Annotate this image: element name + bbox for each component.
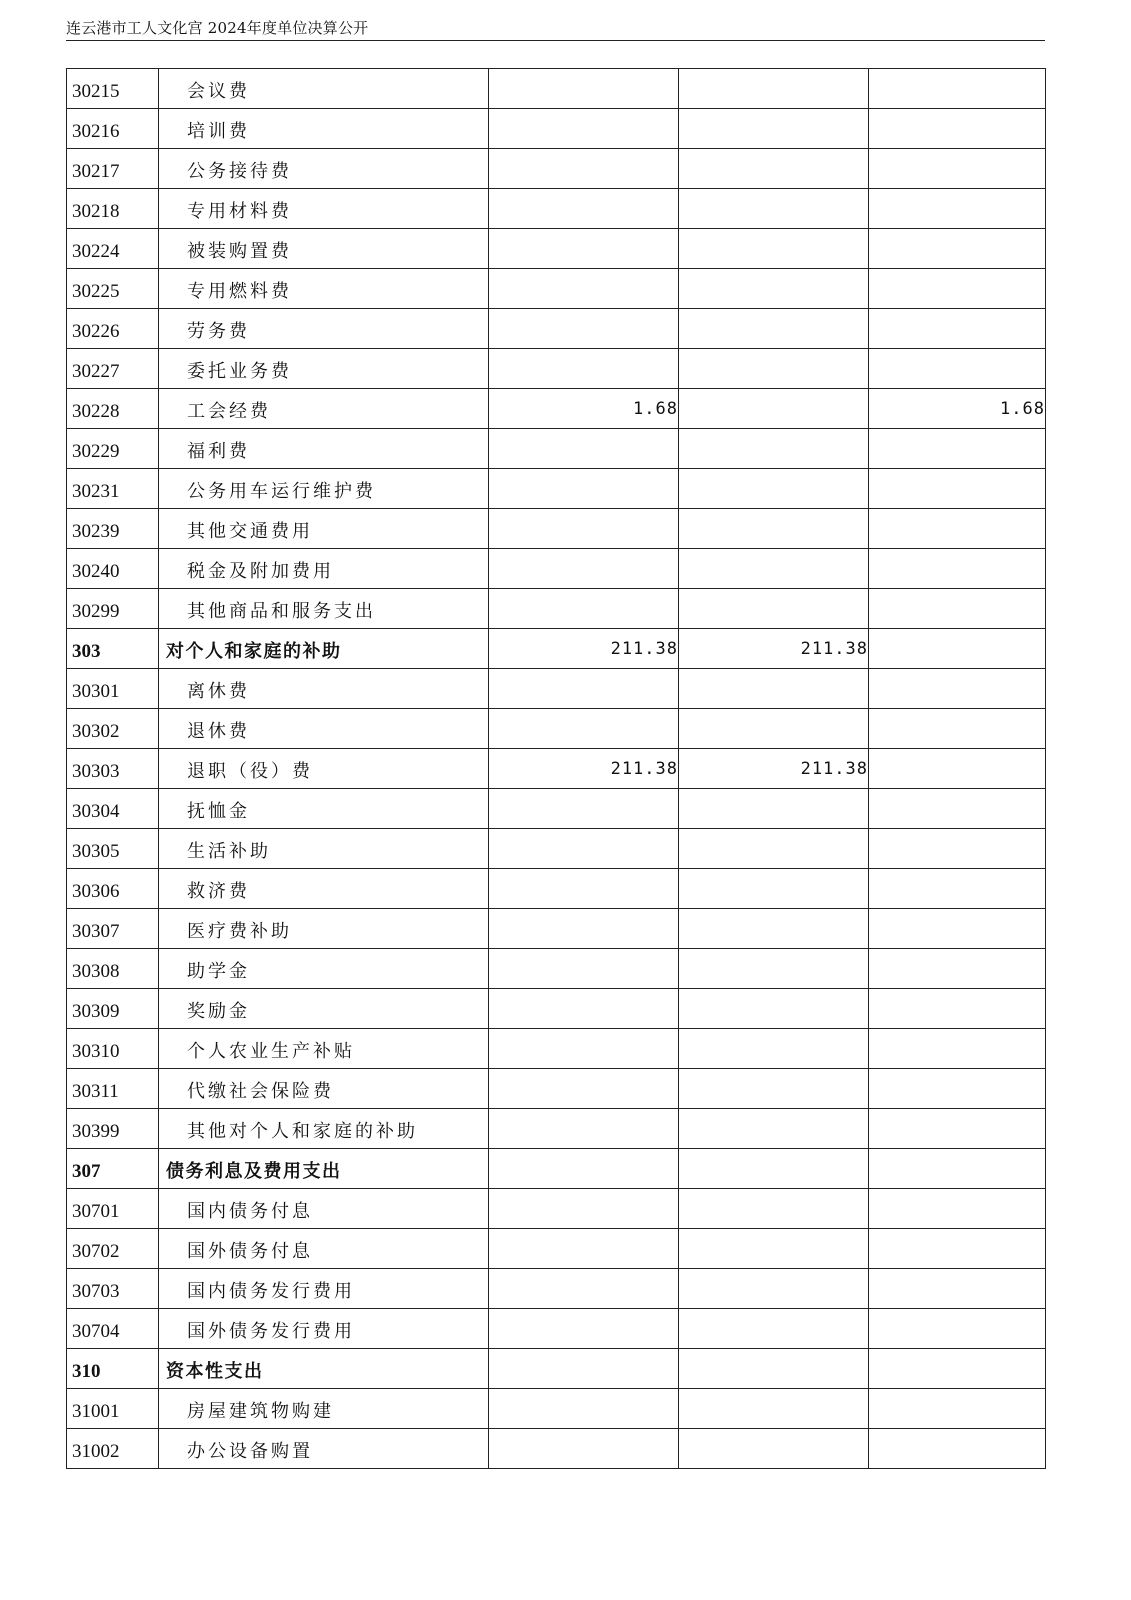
item-code-cell: 30224 <box>67 229 159 269</box>
project-expenditure-cell <box>869 709 1046 749</box>
item-name-cell: 助学金 <box>159 949 489 989</box>
project-expenditure-cell <box>869 109 1046 149</box>
item-code-cell: 307 <box>67 1149 159 1189</box>
total-value-cell <box>489 1069 679 1109</box>
item-name-cell: 退休费 <box>159 709 489 749</box>
item-code-cell: 30228 <box>67 389 159 429</box>
total-value-cell <box>489 1269 679 1309</box>
basic-expenditure-cell <box>679 829 869 869</box>
table-row <box>67 1189 1046 1229</box>
item-name-cell: 房屋建筑物购建 <box>159 1389 489 1429</box>
table-row <box>67 1389 1046 1429</box>
total-value-cell <box>489 109 679 149</box>
item-name-cell: 其他交通费用 <box>159 509 489 549</box>
project-expenditure-cell <box>869 1109 1046 1149</box>
item-name-cell: 税金及附加费用 <box>159 549 489 589</box>
project-expenditure-cell <box>869 469 1046 509</box>
item-code-cell: 30302 <box>67 709 159 749</box>
table-row <box>67 1309 1046 1349</box>
item-name-cell: 代缴社会保险费 <box>159 1069 489 1109</box>
project-expenditure-cell <box>869 1309 1046 1349</box>
basic-expenditure-cell <box>679 1029 869 1069</box>
table-row <box>67 549 1046 589</box>
project-expenditure-cell <box>869 869 1046 909</box>
item-code-cell: 303 <box>67 629 159 669</box>
total-value-cell <box>489 509 679 549</box>
table-row <box>67 989 1046 1029</box>
total-value-cell: 211.38 <box>489 629 679 669</box>
item-code-cell: 30307 <box>67 909 159 949</box>
basic-expenditure-cell <box>679 1389 869 1429</box>
project-expenditure-cell <box>869 549 1046 589</box>
basic-expenditure-cell <box>679 389 869 429</box>
item-name-cell: 专用燃料费 <box>159 269 489 309</box>
total-value-cell <box>489 909 679 949</box>
item-code-cell: 31002 <box>67 1429 159 1469</box>
total-value-cell <box>489 429 679 469</box>
project-expenditure-cell <box>869 1389 1046 1429</box>
item-code-cell: 30301 <box>67 669 159 709</box>
table-row <box>67 109 1046 149</box>
table-row <box>67 1069 1046 1109</box>
table-row <box>67 869 1046 909</box>
project-expenditure-cell <box>869 269 1046 309</box>
table-row <box>67 389 1046 429</box>
item-name-cell: 工会经费 <box>159 389 489 429</box>
basic-expenditure-cell <box>679 1229 869 1269</box>
item-code-cell: 30226 <box>67 309 159 349</box>
document-title: 连云港市工人文化宫 2024年度单位决算公开 <box>66 19 369 37</box>
item-name-cell: 医疗费补助 <box>159 909 489 949</box>
item-name-cell: 办公设备购置 <box>159 1429 489 1469</box>
project-expenditure-cell <box>869 589 1046 629</box>
basic-expenditure-cell <box>679 109 869 149</box>
expenditure-table <box>66 68 1046 1469</box>
project-expenditure-cell <box>869 669 1046 709</box>
basic-expenditure-cell <box>679 1269 869 1309</box>
project-expenditure-cell <box>869 1029 1046 1069</box>
basic-expenditure-cell <box>679 989 869 1029</box>
basic-expenditure-cell <box>679 1309 869 1349</box>
total-value-cell <box>489 69 679 109</box>
project-expenditure-cell <box>869 909 1046 949</box>
item-code-cell: 31001 <box>67 1389 159 1429</box>
basic-expenditure-cell <box>679 1069 869 1109</box>
item-code-cell: 30303 <box>67 749 159 789</box>
item-code-cell: 30231 <box>67 469 159 509</box>
item-code-cell: 30299 <box>67 589 159 629</box>
table-row <box>67 1429 1046 1469</box>
item-name-cell: 债务利息及费用支出 <box>159 1149 489 1189</box>
basic-expenditure-cell <box>679 1189 869 1229</box>
project-expenditure-cell <box>869 149 1046 189</box>
item-code-cell: 30305 <box>67 829 159 869</box>
table-row <box>67 669 1046 709</box>
item-name-cell: 福利费 <box>159 429 489 469</box>
table-row <box>67 149 1046 189</box>
item-name-cell: 会议费 <box>159 69 489 109</box>
table-row <box>67 1109 1046 1149</box>
basic-expenditure-cell <box>679 709 869 749</box>
page-header <box>66 16 1045 41</box>
item-name-cell: 离休费 <box>159 669 489 709</box>
project-expenditure-cell <box>869 509 1046 549</box>
total-value-cell <box>489 1189 679 1229</box>
project-expenditure-cell <box>869 69 1046 109</box>
expenditure-table-wrapper <box>66 68 1046 1469</box>
total-value-cell <box>489 789 679 829</box>
project-expenditure-cell <box>869 989 1046 1029</box>
total-value-cell <box>489 669 679 709</box>
total-value-cell <box>489 189 679 229</box>
basic-expenditure-cell <box>679 1349 869 1389</box>
item-name-cell: 生活补助 <box>159 829 489 869</box>
project-expenditure-cell <box>869 1069 1046 1109</box>
project-expenditure-cell <box>869 1429 1046 1469</box>
item-name-cell: 抚恤金 <box>159 789 489 829</box>
total-value-cell <box>489 269 679 309</box>
table-row <box>67 909 1046 949</box>
item-code-cell: 30240 <box>67 549 159 589</box>
total-value-cell <box>489 309 679 349</box>
project-expenditure-cell: 1.68 <box>869 389 1046 429</box>
category-row <box>67 1349 1046 1389</box>
item-name-cell: 劳务费 <box>159 309 489 349</box>
basic-expenditure-cell <box>679 549 869 589</box>
table-row <box>67 709 1046 749</box>
total-value-cell <box>489 1429 679 1469</box>
project-expenditure-cell <box>869 1149 1046 1189</box>
item-code-cell: 30215 <box>67 69 159 109</box>
item-name-cell: 奖励金 <box>159 989 489 1029</box>
table-row <box>67 789 1046 829</box>
total-value-cell <box>489 589 679 629</box>
basic-expenditure-cell <box>679 789 869 829</box>
table-row <box>67 309 1046 349</box>
total-value-cell <box>489 1389 679 1429</box>
item-code-cell: 30239 <box>67 509 159 549</box>
basic-expenditure-cell <box>679 909 869 949</box>
item-code-cell: 30702 <box>67 1229 159 1269</box>
total-value-cell <box>489 1229 679 1269</box>
basic-expenditure-cell <box>679 1109 869 1149</box>
project-expenditure-cell <box>869 949 1046 989</box>
item-code-cell: 30701 <box>67 1189 159 1229</box>
project-expenditure-cell <box>869 749 1046 789</box>
basic-expenditure-cell <box>679 1429 869 1469</box>
item-name-cell: 退职（役）费 <box>159 749 489 789</box>
total-value-cell <box>489 1149 679 1189</box>
item-name-cell: 专用材料费 <box>159 189 489 229</box>
project-expenditure-cell <box>869 189 1046 229</box>
item-name-cell: 委托业务费 <box>159 349 489 389</box>
table-row <box>67 269 1046 309</box>
item-name-cell: 国内债务发行费用 <box>159 1269 489 1309</box>
item-code-cell: 30229 <box>67 429 159 469</box>
table-row <box>67 189 1046 229</box>
item-name-cell: 救济费 <box>159 869 489 909</box>
total-value-cell <box>489 709 679 749</box>
total-value-cell <box>489 1109 679 1149</box>
item-code-cell: 30216 <box>67 109 159 149</box>
basic-expenditure-cell <box>679 429 869 469</box>
table-row <box>67 469 1046 509</box>
total-value-cell: 211.38 <box>489 749 679 789</box>
item-code-cell: 30306 <box>67 869 159 909</box>
basic-expenditure-cell <box>679 149 869 189</box>
item-name-cell: 公务用车运行维护费 <box>159 469 489 509</box>
basic-expenditure-cell <box>679 69 869 109</box>
item-code-cell: 30399 <box>67 1109 159 1149</box>
basic-expenditure-cell <box>679 589 869 629</box>
expenditure-table-body <box>67 69 1046 1469</box>
total-value-cell <box>489 229 679 269</box>
category-row <box>67 1149 1046 1189</box>
item-code-cell: 30304 <box>67 789 159 829</box>
item-name-cell: 被装购置费 <box>159 229 489 269</box>
item-name-cell: 其他商品和服务支出 <box>159 589 489 629</box>
table-row <box>67 69 1046 109</box>
basic-expenditure-cell <box>679 269 869 309</box>
total-value-cell <box>489 149 679 189</box>
basic-expenditure-cell <box>679 229 869 269</box>
item-name-cell: 培训费 <box>159 109 489 149</box>
item-name-cell: 国内债务付息 <box>159 1189 489 1229</box>
basic-expenditure-cell: 211.38 <box>679 749 869 789</box>
total-value-cell <box>489 829 679 869</box>
item-code-cell: 310 <box>67 1349 159 1389</box>
item-code-cell: 30704 <box>67 1309 159 1349</box>
table-row <box>67 229 1046 269</box>
project-expenditure-cell <box>869 1229 1046 1269</box>
table-row <box>67 949 1046 989</box>
project-expenditure-cell <box>869 789 1046 829</box>
item-name-cell: 资本性支出 <box>159 1349 489 1389</box>
item-code-cell: 30309 <box>67 989 159 1029</box>
item-code-cell: 30308 <box>67 949 159 989</box>
item-code-cell: 30218 <box>67 189 159 229</box>
basic-expenditure-cell <box>679 669 869 709</box>
total-value-cell <box>489 869 679 909</box>
item-code-cell: 30310 <box>67 1029 159 1069</box>
table-row <box>67 829 1046 869</box>
table-row <box>67 509 1046 549</box>
total-value-cell <box>489 949 679 989</box>
basic-expenditure-cell <box>679 189 869 229</box>
total-value-cell <box>489 1309 679 1349</box>
basic-expenditure-cell <box>679 469 869 509</box>
project-expenditure-cell <box>869 309 1046 349</box>
item-code-cell: 30227 <box>67 349 159 389</box>
total-value-cell <box>489 469 679 509</box>
total-value-cell <box>489 1349 679 1389</box>
project-expenditure-cell <box>869 229 1046 269</box>
item-code-cell: 30703 <box>67 1269 159 1309</box>
item-name-cell: 公务接待费 <box>159 149 489 189</box>
project-expenditure-cell <box>869 1349 1046 1389</box>
item-name-cell: 对个人和家庭的补助 <box>159 629 489 669</box>
total-value-cell: 1.68 <box>489 389 679 429</box>
basic-expenditure-cell <box>679 509 869 549</box>
project-expenditure-cell <box>869 1269 1046 1309</box>
table-row <box>67 429 1046 469</box>
item-code-cell: 30217 <box>67 149 159 189</box>
item-name-cell: 个人农业生产补贴 <box>159 1029 489 1069</box>
table-row <box>67 349 1046 389</box>
table-row <box>67 589 1046 629</box>
table-row <box>67 749 1046 789</box>
item-name-cell: 其他对个人和家庭的补助 <box>159 1109 489 1149</box>
table-row <box>67 1269 1046 1309</box>
basic-expenditure-cell: 211.38 <box>679 629 869 669</box>
table-row <box>67 1229 1046 1269</box>
project-expenditure-cell <box>869 1189 1046 1229</box>
item-code-cell: 30225 <box>67 269 159 309</box>
project-expenditure-cell <box>869 829 1046 869</box>
project-expenditure-cell <box>869 629 1046 669</box>
project-expenditure-cell <box>869 349 1046 389</box>
total-value-cell <box>489 989 679 1029</box>
basic-expenditure-cell <box>679 949 869 989</box>
total-value-cell <box>489 349 679 389</box>
item-name-cell: 国外债务发行费用 <box>159 1309 489 1349</box>
basic-expenditure-cell <box>679 1149 869 1189</box>
total-value-cell <box>489 549 679 589</box>
basic-expenditure-cell <box>679 309 869 349</box>
table-row <box>67 1029 1046 1069</box>
basic-expenditure-cell <box>679 869 869 909</box>
category-row <box>67 629 1046 669</box>
total-value-cell <box>489 1029 679 1069</box>
project-expenditure-cell <box>869 429 1046 469</box>
basic-expenditure-cell <box>679 349 869 389</box>
item-code-cell: 30311 <box>67 1069 159 1109</box>
item-name-cell: 国外债务付息 <box>159 1229 489 1269</box>
